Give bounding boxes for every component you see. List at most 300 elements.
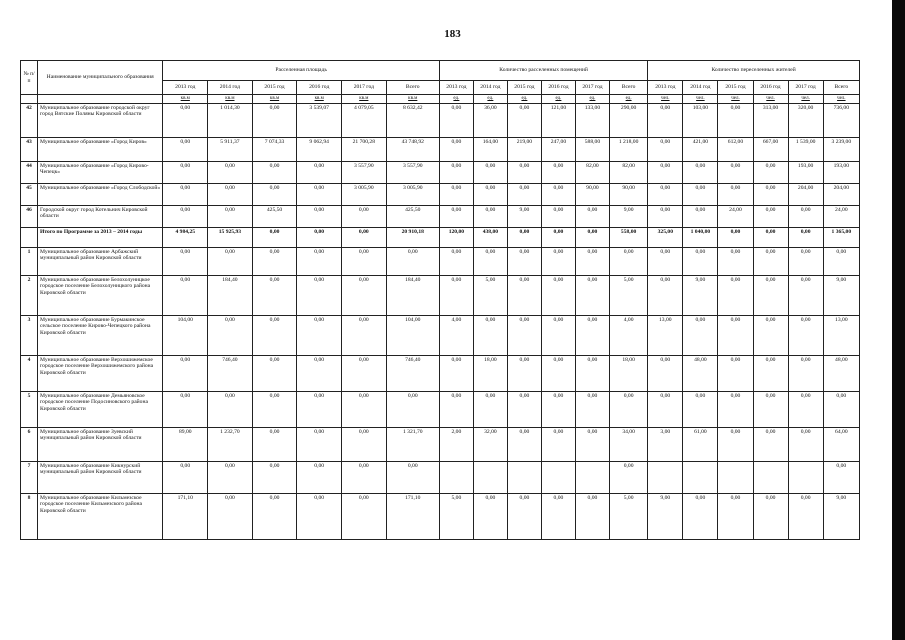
municipality-name: Городской округ город Котельнич Кировской области [38, 206, 163, 228]
value-cell: 0,00 [575, 494, 609, 540]
value-cell: 0,00 [541, 206, 575, 228]
value-cell: 0,00 [473, 162, 507, 184]
value-cell: 0,00 [648, 356, 683, 392]
value-cell: 204,00 [788, 184, 823, 206]
value-cell: 0,00 [609, 248, 647, 276]
value-cell [575, 462, 609, 494]
year-header: 2015 год [252, 81, 297, 95]
value-cell: 0,00 [473, 248, 507, 276]
row-number: 46 [21, 206, 38, 228]
value-cell: 0,00 [648, 184, 683, 206]
value-cell: 0,00 [386, 462, 439, 494]
value-cell: 0,00 [252, 228, 297, 248]
value-cell: 0,00 [208, 162, 253, 184]
value-cell: 1 539,00 [788, 138, 823, 162]
value-cell: 421,00 [683, 138, 718, 162]
value-cell: 3 539,07 [297, 104, 342, 138]
municipality-name: Муниципальное образование «Город Киров» [38, 138, 163, 162]
value-cell: 746,40 [386, 356, 439, 392]
value-cell: 90,00 [609, 184, 647, 206]
value-cell: 0,00 [342, 206, 387, 228]
value-cell: 24,00 [718, 206, 753, 228]
value-cell: 0,00 [788, 316, 823, 356]
value-cell: 0,00 [753, 248, 788, 276]
value-cell: 7 074,33 [252, 138, 297, 162]
value-cell: 0,00 [541, 162, 575, 184]
unit-label: кв.м [252, 95, 297, 104]
value-cell: 21 700,28 [342, 138, 387, 162]
value-cell: 0,00 [718, 104, 753, 138]
unit-label: кв.м [208, 95, 253, 104]
value-cell: 0,00 [507, 228, 541, 248]
value-cell: 104,00 [386, 316, 439, 356]
value-cell: 0,00 [297, 316, 342, 356]
value-cell: 0,00 [541, 428, 575, 462]
value-cell: 425,50 [386, 206, 439, 228]
value-cell: 32,00 [473, 428, 507, 462]
value-cell: 0,00 [753, 316, 788, 356]
value-cell: 0,00 [718, 184, 753, 206]
value-cell: 1 218,00 [609, 138, 647, 162]
value-cell: 0,00 [439, 276, 473, 316]
value-cell: 164,00 [473, 138, 507, 162]
value-cell: 18,00 [609, 356, 647, 392]
value-cell: 0,00 [208, 248, 253, 276]
unit-label: чел. [788, 95, 823, 104]
value-cell: 0,00 [718, 162, 753, 184]
value-cell: 3,00 [648, 428, 683, 462]
value-cell: 0,00 [648, 104, 683, 138]
unit-label: ед. [609, 95, 647, 104]
value-cell: 0,00 [541, 356, 575, 392]
unit-label: кв.м [163, 95, 208, 104]
value-cell: 0,00 [473, 392, 507, 428]
value-cell: 104,00 [163, 316, 208, 356]
value-cell: 0,00 [788, 206, 823, 228]
value-cell: 2,00 [439, 428, 473, 462]
municipality-name: Муниципальное образование Верхошижемское городское поселение Верхошижемского района Кировской области [38, 356, 163, 392]
value-cell: 0,00 [297, 206, 342, 228]
value-cell: 0,00 [439, 356, 473, 392]
value-cell: 0,00 [788, 356, 823, 392]
value-cell: 193,00 [823, 162, 859, 184]
value-cell: 0,00 [575, 276, 609, 316]
value-cell: 0,00 [473, 494, 507, 540]
value-cell: 0,00 [297, 184, 342, 206]
value-cell: 0,00 [788, 428, 823, 462]
value-cell: 0,00 [753, 494, 788, 540]
value-cell: 0,00 [439, 248, 473, 276]
value-cell: 0,00 [507, 184, 541, 206]
municipality-name: Муниципальное образование «Город Слободской» [38, 184, 163, 206]
value-cell: 0,00 [252, 462, 297, 494]
value-cell: 0,00 [718, 248, 753, 276]
value-cell: 5,00 [439, 494, 473, 540]
value-cell: 0,00 [683, 494, 718, 540]
unit-label: кв.м [297, 95, 342, 104]
unit-label: кв.м [342, 95, 387, 104]
value-cell: 3 005,90 [386, 184, 439, 206]
unit-label: ед. [541, 95, 575, 104]
value-cell: 0,00 [753, 356, 788, 392]
value-cell: 0,00 [718, 316, 753, 356]
value-cell: 0,00 [342, 462, 387, 494]
value-cell: 13,00 [823, 316, 859, 356]
municipality-name: Муниципальное образование «Город Кирово-Чепецк» [38, 162, 163, 184]
value-cell: 0,00 [683, 206, 718, 228]
value-cell: 4 984,25 [163, 228, 208, 248]
unit-label: ед. [439, 95, 473, 104]
value-cell: 0,00 [163, 162, 208, 184]
value-cell: 0,00 [575, 316, 609, 356]
row-number: 2 [21, 276, 38, 316]
row-number [21, 228, 38, 248]
value-cell: 0,00 [753, 206, 788, 228]
value-cell: 1 232,70 [208, 428, 253, 462]
municipality-name: Муниципальное образование Белохолуницкое городское поселение Белохолуницкого района Кировской области [38, 276, 163, 316]
value-cell: 0,00 [163, 392, 208, 428]
value-cell: 0,00 [297, 162, 342, 184]
value-cell: 90,00 [575, 184, 609, 206]
value-cell: 0,00 [252, 392, 297, 428]
value-cell: 0,00 [648, 392, 683, 428]
value-cell: 0,00 [718, 228, 753, 248]
value-cell: 0,00 [163, 276, 208, 316]
value-cell: 0,00 [386, 392, 439, 428]
value-cell: 0,00 [163, 356, 208, 392]
value-cell: 3 557,90 [342, 162, 387, 184]
row-number: 3 [21, 316, 38, 356]
value-cell: 0,00 [252, 184, 297, 206]
value-cell: 0,00 [163, 248, 208, 276]
value-cell: 9,00 [823, 276, 859, 316]
value-cell: 0,00 [342, 392, 387, 428]
value-cell: 0,00 [575, 228, 609, 248]
value-cell: 0,00 [541, 276, 575, 316]
value-cell: 0,00 [297, 428, 342, 462]
unit-label: чел. [823, 95, 859, 104]
value-cell: 0,00 [342, 316, 387, 356]
value-cell: 0,00 [507, 392, 541, 428]
row-number: 4 [21, 356, 38, 392]
value-cell: 0,00 [297, 248, 342, 276]
value-cell: 0,00 [541, 184, 575, 206]
group-header-rooms: Количество расселенных помещений [439, 61, 647, 81]
table-row [21, 248, 860, 276]
value-cell: 89,00 [163, 428, 208, 462]
value-cell: 0,00 [252, 248, 297, 276]
value-cell: 120,00 [439, 228, 473, 248]
value-cell: 438,00 [473, 228, 507, 248]
value-cell: 0,00 [163, 184, 208, 206]
unit-label: ед. [473, 95, 507, 104]
value-cell: 18,00 [473, 356, 507, 392]
year-header: 2015 год [507, 81, 541, 95]
value-cell: 0,00 [753, 228, 788, 248]
year-header: Всего [609, 81, 647, 95]
value-cell: 290,00 [609, 104, 647, 138]
value-cell: 0,00 [297, 276, 342, 316]
value-cell: 0,00 [342, 356, 387, 392]
value-cell: 736,00 [823, 104, 859, 138]
value-cell [753, 462, 788, 494]
value-cell: 0,00 [208, 316, 253, 356]
year-header: 2017 год [342, 81, 387, 95]
value-cell: 9,00 [648, 494, 683, 540]
row-number: 42 [21, 104, 38, 138]
value-cell: 0,00 [575, 392, 609, 428]
value-cell: 0,00 [541, 228, 575, 248]
value-cell: 0,00 [163, 104, 208, 138]
municipality-name: Муниципальное образование Бурмакинское сельское поселение Кирово-Чепецкого района Кировской области [38, 316, 163, 356]
table-row [21, 138, 860, 162]
value-cell: 0,00 [297, 356, 342, 392]
year-header: 2016 год [753, 81, 788, 95]
table-body [21, 104, 860, 540]
value-cell: 425,50 [252, 206, 297, 228]
value-cell: 0,00 [252, 428, 297, 462]
value-cell: 9,00 [823, 494, 859, 540]
value-cell: 204,00 [823, 184, 859, 206]
value-cell: 0,00 [541, 494, 575, 540]
value-cell: 13,00 [648, 316, 683, 356]
year-header: 2017 год [575, 81, 609, 95]
value-cell: 0,00 [473, 316, 507, 356]
value-cell: 0,00 [753, 392, 788, 428]
value-cell: 5,00 [473, 276, 507, 316]
value-cell: 0,00 [507, 248, 541, 276]
value-cell: 0,00 [718, 276, 753, 316]
value-cell: 5,00 [609, 494, 647, 540]
value-cell: 0,00 [507, 316, 541, 356]
value-cell: 0,00 [386, 248, 439, 276]
value-cell: 0,00 [753, 184, 788, 206]
value-cell: 0,00 [208, 184, 253, 206]
value-cell: 325,00 [648, 228, 683, 248]
units-row [21, 95, 860, 104]
value-cell: 0,00 [683, 184, 718, 206]
row-number: 44 [21, 162, 38, 184]
value-cell: 0,00 [439, 206, 473, 228]
value-cell: 5 911,37 [208, 138, 253, 162]
value-cell: 0,00 [163, 138, 208, 162]
value-cell [541, 462, 575, 494]
value-cell: 0,00 [823, 392, 859, 428]
value-cell: 9 062,94 [297, 138, 342, 162]
unit-label: чел. [718, 95, 753, 104]
value-cell: 9,00 [507, 206, 541, 228]
value-cell: 0,00 [439, 162, 473, 184]
value-cell: 0,00 [683, 248, 718, 276]
value-cell [473, 462, 507, 494]
value-cell: 82,00 [575, 162, 609, 184]
value-cell: 558,00 [609, 228, 647, 248]
units-cell [21, 95, 38, 104]
row-number: 1 [21, 248, 38, 276]
value-cell: 0,00 [575, 206, 609, 228]
year-header: 2013 год [163, 81, 208, 95]
value-cell: 3 239,00 [823, 138, 859, 162]
value-cell: 0,00 [297, 228, 342, 248]
municipality-name: Муниципальное образование Кикнурский муниципальный район Кировской области [38, 462, 163, 494]
value-cell: 5,00 [609, 276, 647, 316]
value-cell: 0,00 [541, 316, 575, 356]
value-cell: 0,00 [788, 494, 823, 540]
year-header: 2016 год [541, 81, 575, 95]
value-cell: 0,00 [788, 248, 823, 276]
units-cell [38, 95, 163, 104]
row-number: 8 [21, 494, 38, 540]
value-cell: 0,00 [473, 184, 507, 206]
value-cell: 0,00 [342, 494, 387, 540]
value-cell: 0,00 [252, 356, 297, 392]
value-cell: 64,00 [823, 428, 859, 462]
year-header: 2013 год [648, 81, 683, 95]
value-cell: 0,00 [507, 104, 541, 138]
value-cell: 1 321,70 [386, 428, 439, 462]
value-cell: 0,00 [648, 138, 683, 162]
row-number: 7 [21, 462, 38, 494]
year-header: Всего [823, 81, 859, 95]
value-cell: 0,00 [541, 392, 575, 428]
municipality-name: Муниципальное образование Зуевский муниципальный район Кировской области [38, 428, 163, 462]
value-cell: 0,00 [609, 392, 647, 428]
value-cell: 0,00 [823, 462, 859, 494]
value-cell: 0,00 [507, 162, 541, 184]
value-cell [718, 462, 753, 494]
value-cell: 24,00 [823, 206, 859, 228]
value-cell: 0,00 [648, 276, 683, 316]
value-cell: 82,00 [609, 162, 647, 184]
value-cell [788, 462, 823, 494]
value-cell: 0,00 [648, 206, 683, 228]
value-cell: 247,00 [541, 138, 575, 162]
value-cell: 3 005,90 [342, 184, 387, 206]
value-cell: 0,00 [648, 162, 683, 184]
value-cell: 313,00 [753, 104, 788, 138]
col-header-name: Наименование муниципального образования [38, 61, 163, 95]
value-cell: 0,00 [439, 104, 473, 138]
value-cell: 0,00 [507, 494, 541, 540]
row-number: 45 [21, 184, 38, 206]
value-cell: 0,00 [297, 494, 342, 540]
value-cell: 0,00 [718, 494, 753, 540]
group-header-area: Расселенная площадь [163, 61, 439, 81]
value-cell: 0,00 [823, 248, 859, 276]
value-cell: 0,00 [718, 428, 753, 462]
value-cell: 34,00 [609, 428, 647, 462]
unit-label: чел. [648, 95, 683, 104]
value-cell: 0,00 [252, 162, 297, 184]
row-number: 6 [21, 428, 38, 462]
value-cell: 20 910,18 [386, 228, 439, 248]
value-cell: 48,00 [823, 356, 859, 392]
table-row [21, 162, 860, 184]
value-cell: 0,00 [208, 494, 253, 540]
value-cell: 9,00 [609, 206, 647, 228]
value-cell: 0,00 [252, 276, 297, 316]
value-cell: 746,40 [208, 356, 253, 392]
value-cell: 0,00 [163, 462, 208, 494]
value-cell: 0,00 [507, 356, 541, 392]
year-header: Всего [386, 81, 439, 95]
table-row [21, 184, 860, 206]
municipality-name: Муниципальное образование Кильмезское городское поселение Кильмезского района Кировской области [38, 494, 163, 540]
value-cell: 0,00 [575, 428, 609, 462]
col-header-num: № п/п [21, 61, 38, 95]
row-number: 5 [21, 392, 38, 428]
value-cell: 0,00 [439, 392, 473, 428]
scan-edge [892, 0, 905, 640]
value-cell: 103,00 [683, 104, 718, 138]
value-cell: 0,00 [683, 316, 718, 356]
value-cell: 121,00 [541, 104, 575, 138]
value-cell: 0,00 [575, 248, 609, 276]
value-cell: 0,00 [252, 316, 297, 356]
value-cell: 4,00 [609, 316, 647, 356]
value-cell: 0,00 [342, 428, 387, 462]
value-cell: 0,00 [297, 462, 342, 494]
value-cell: 171,10 [163, 494, 208, 540]
value-cell: 0,00 [252, 104, 297, 138]
year-header: 2014 год [208, 81, 253, 95]
value-cell: 184,40 [208, 276, 253, 316]
value-cell [683, 462, 718, 494]
table-row [21, 462, 860, 494]
municipality-name: Муниципальное образование Арбажский муниципальный район Кировской области [38, 248, 163, 276]
value-cell: 8 632,42 [386, 104, 439, 138]
year-header: 2016 год [297, 81, 342, 95]
value-cell: 193,00 [788, 162, 823, 184]
row-number: 43 [21, 138, 38, 162]
year-header: 2014 год [683, 81, 718, 95]
table-row [21, 356, 860, 392]
value-cell: 1 040,00 [683, 228, 718, 248]
value-cell: 43 748,92 [386, 138, 439, 162]
value-cell: 667,00 [753, 138, 788, 162]
value-cell: 0,00 [753, 276, 788, 316]
value-cell: 4 079,05 [342, 104, 387, 138]
table-row [21, 276, 860, 316]
value-cell: 0,00 [753, 428, 788, 462]
municipality-name: Муниципальное образование городской округ город Вятские Поляны Кировской области [38, 104, 163, 138]
table-row [21, 428, 860, 462]
value-cell: 1 365,00 [823, 228, 859, 248]
value-cell [507, 462, 541, 494]
value-cell [648, 462, 683, 494]
resettlement-table [20, 60, 860, 540]
value-cell: 219,00 [507, 138, 541, 162]
value-cell: 9,00 [683, 276, 718, 316]
value-cell: 0,00 [163, 206, 208, 228]
value-cell: 0,00 [297, 392, 342, 428]
municipality-name: Муниципальное образование Демьяновское городское поселение Подосиновского района Кировской области [38, 392, 163, 428]
value-cell: 0,00 [208, 206, 253, 228]
year-header: 2013 год [439, 81, 473, 95]
total-row [21, 228, 860, 248]
year-header: 2014 год [473, 81, 507, 95]
table-row [21, 104, 860, 138]
value-cell: 61,00 [683, 428, 718, 462]
value-cell: 133,00 [575, 104, 609, 138]
value-cell: 0,00 [507, 276, 541, 316]
value-cell: 0,00 [252, 494, 297, 540]
value-cell: 0,00 [753, 162, 788, 184]
value-cell: 3 557,90 [386, 162, 439, 184]
value-cell: 0,00 [342, 228, 387, 248]
value-cell: 0,00 [541, 248, 575, 276]
unit-label: кв.м [386, 95, 439, 104]
